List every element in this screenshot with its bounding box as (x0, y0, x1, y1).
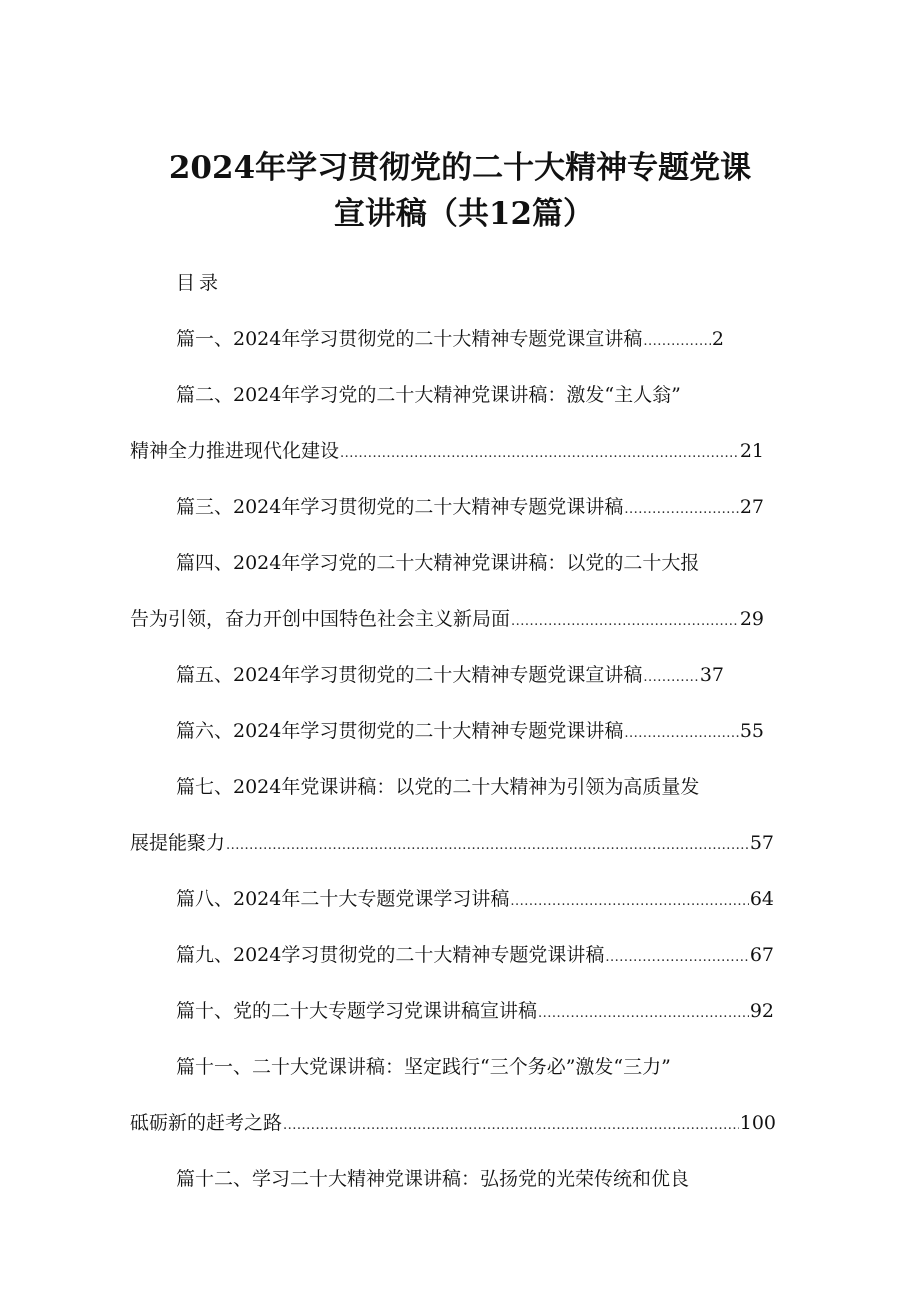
toc-entry-8[interactable] (176, 884, 774, 914)
toc-entry-5[interactable] (176, 660, 724, 690)
toc-entry-text: 精神全力推进现代化建设 (130, 440, 340, 462)
toc-entry-1[interactable] (176, 324, 724, 354)
toc-leader-dots (226, 838, 749, 853)
toc-entry-page: 57 (749, 832, 774, 854)
toc-entry-text: 砥砺新的赶考之路 (130, 1112, 283, 1134)
toc-leader-dots (605, 950, 748, 965)
toc-entry-text: 篇九、2024学习贯彻党的二十大精神专题党课讲稿 (176, 944, 605, 966)
toc-entry-3[interactable] (176, 492, 764, 522)
toc-leader-dots (283, 1118, 739, 1133)
toc-entry-text: 展提能聚力 (130, 832, 226, 854)
toc-leader-dots (340, 446, 739, 461)
toc-entry-9[interactable] (176, 940, 774, 970)
toc-entry-page: 29 (739, 608, 764, 630)
toc-entry-text: 篇三、2024年学习贯彻党的二十大精神专题党课讲稿 (176, 496, 624, 518)
toc-entry-page: 92 (749, 1000, 774, 1022)
toc-entry-text: 篇八、2024年二十大专题党课学习讲稿 (176, 888, 510, 910)
toc-entry-page: 21 (739, 440, 764, 462)
toc-entry-text: 篇六、2024年学习贯彻党的二十大精神专题党课讲稿 (176, 720, 624, 742)
toc-leader-dots (511, 614, 739, 629)
toc-entry-2[interactable] (130, 436, 764, 466)
toc-entry-page: 100 (739, 1112, 776, 1134)
toc-leader-dots (624, 502, 738, 517)
toc-entry-7[interactable] (130, 828, 774, 858)
toc-entry-7-line1[interactable]: 篇七、2024年党课讲稿：以党的二十大精神为引领为高质量发 (176, 776, 700, 798)
toc-entry-page: 67 (749, 944, 774, 966)
toc-entry-11[interactable] (130, 1108, 776, 1138)
document-title-line2: 宣讲稿（共12篇） (333, 196, 595, 232)
toc-entry-text: 篇五、2024年学习贯彻党的二十大精神专题党课宣讲稿 (176, 664, 643, 686)
toc-entry-page: 27 (739, 496, 764, 518)
toc-entry-text: 篇一、2024年学习贯彻党的二十大精神专题党课宣讲稿 (176, 328, 643, 350)
toc-entry-text: 篇十、党的二十大专题学习党课讲稿宣讲稿 (176, 1000, 538, 1022)
toc-entry-6[interactable] (176, 716, 764, 746)
toc-leader-dots (643, 670, 698, 685)
toc-leader-dots (624, 726, 738, 741)
toc-leader-dots (643, 334, 711, 349)
toc-entry-page: 2 (711, 328, 724, 350)
toc-entry-page: 55 (739, 720, 764, 742)
toc-entry-11-line1[interactable]: 篇十一、二十大党课讲稿：坚定践行“三个务必”激发“三力” (176, 1056, 671, 1078)
toc-entry-page: 64 (749, 888, 774, 910)
document-title-line1: 2024年学习贯彻党的二十大精神专题党课 (168, 150, 752, 186)
toc-leader-dots (538, 1006, 749, 1021)
toc-entry-12-line1[interactable]: 篇十二、学习二十大精神党课讲稿：弘扬党的光荣传统和优良 (176, 1168, 690, 1190)
toc-entry-10[interactable] (176, 996, 774, 1026)
toc-entry-text: 告为引领，奋力开创中国特色社会主义新局面 (130, 608, 511, 630)
toc-heading: 目录 (176, 272, 223, 294)
toc-entry-4-line1[interactable]: 篇四、2024年学习党的二十大精神党课讲稿：以党的二十大报 (176, 552, 700, 574)
toc-entry-page: 37 (699, 664, 724, 686)
toc-leader-dots (510, 894, 748, 909)
toc-entry-2-line1[interactable]: 篇二、2024年学习党的二十大精神党课讲稿：激发“主人翁” (176, 384, 681, 406)
toc-entry-4[interactable] (130, 604, 764, 634)
